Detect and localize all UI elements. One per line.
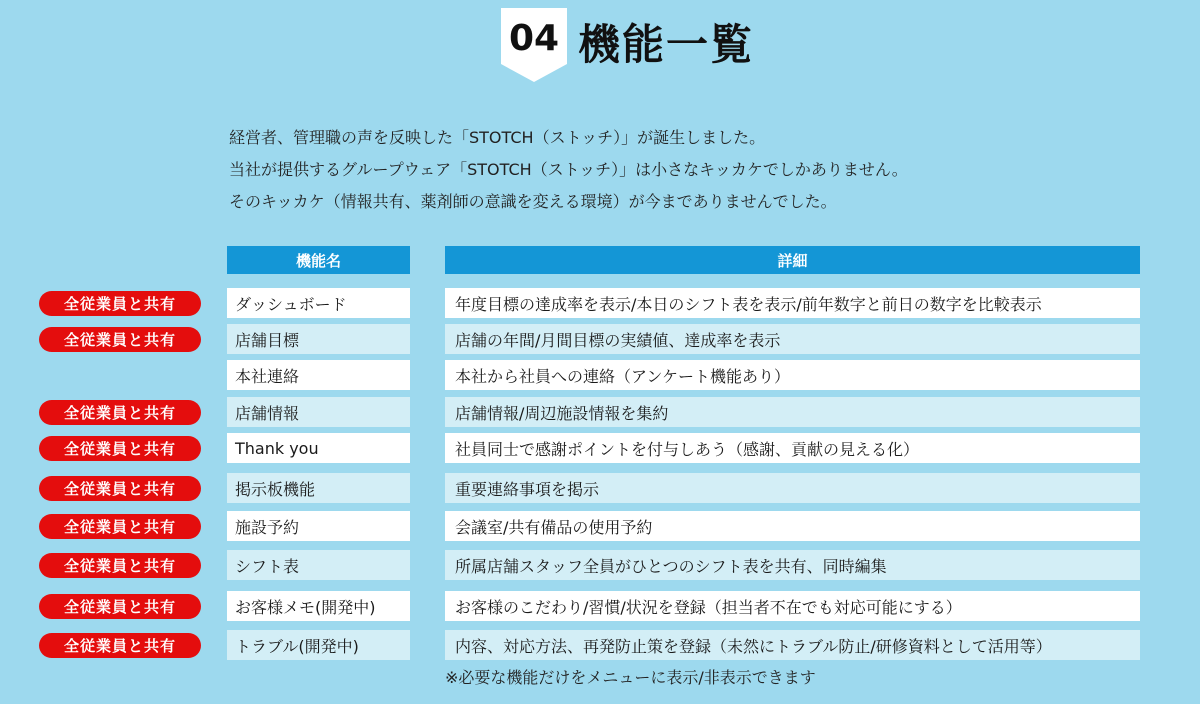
feature-detail-cell: お客様のこだわり/習慣/状況を登録（担当者不在でも対応可能にする） (445, 591, 1140, 621)
section-header (0, 0, 1200, 86)
feature-name-cell: ダッシュボード (227, 288, 410, 318)
feature-detail-cell: 年度目標の達成率を表示/本日のシフト表を表示/前年数字と前日の数字を比較表示 (445, 288, 1140, 318)
feature-name-cell: 掲示板機能 (227, 473, 410, 503)
table-row (0, 591, 1200, 621)
table-row (0, 288, 1200, 318)
shared-tag: 全従業員と共有 (39, 594, 201, 619)
shared-tag: 全従業員と共有 (39, 514, 201, 539)
intro-line: そのキッカケ（情報共有、薬剤師の意識を変える環境）が今までありませんでした。 (229, 192, 837, 211)
shared-tag: 全従業員と共有 (39, 291, 201, 316)
table-row (0, 550, 1200, 580)
intro-line: 経営者、管理職の声を反映した「STOTCH（ストッチ）」が誕生しました。 (229, 128, 766, 147)
column-header-name: 機能名 (227, 246, 410, 274)
table-row (0, 473, 1200, 503)
shared-tag: 全従業員と共有 (39, 476, 201, 501)
table-row (0, 511, 1200, 541)
section-number: 04 (508, 18, 560, 59)
footnote: ※必要な機能だけをメニューに表示/非表示できます (445, 668, 816, 687)
shared-tag: 全従業員と共有 (39, 633, 201, 658)
table-row (0, 630, 1200, 660)
feature-name-cell: 店舗情報 (227, 397, 410, 427)
feature-detail-cell: 会議室/共有備品の使用予約 (445, 511, 1140, 541)
column-header-detail: 詳細 (445, 246, 1140, 274)
shared-tag: 全従業員と共有 (39, 553, 201, 578)
feature-detail-cell: 所属店舗スタッフ全員がひとつのシフト表を共有、同時編集 (445, 550, 1140, 580)
feature-name-cell: トラブル(開発中) (227, 630, 410, 660)
table-row (0, 397, 1200, 427)
feature-detail-cell: 店舗情報/周辺施設情報を集約 (445, 397, 1140, 427)
feature-name-cell: 施設予約 (227, 511, 410, 541)
shared-tag: 全従業員と共有 (39, 327, 201, 352)
feature-detail-cell: 社員同士で感謝ポイントを付与しあう（感謝、貢献の見える化） (445, 433, 1140, 463)
feature-detail-cell: 店舗の年間/月間目標の実績値、達成率を表示 (445, 324, 1140, 354)
table-row (0, 433, 1200, 463)
feature-name-cell: シフト表 (227, 550, 410, 580)
intro-text (229, 122, 1129, 218)
feature-detail-cell: 内容、対応方法、再発防止策を登録（未然にトラブル防止/研修資料として活用等） (445, 630, 1140, 660)
feature-name-cell: お客様メモ(開発中) (227, 591, 410, 621)
feature-name-cell: 本社連絡 (227, 360, 410, 390)
table-row (0, 324, 1200, 354)
shared-tag: 全従業員と共有 (39, 400, 201, 425)
page-title: 機能一覧 (578, 20, 755, 69)
section-number-badge (501, 8, 567, 82)
feature-detail-cell: 重要連絡事項を掲示 (445, 473, 1140, 503)
shared-tag: 全従業員と共有 (39, 436, 201, 461)
intro-line: 当社が提供するグループウェア「STOTCH（ストッチ）」は小さなキッカケでしかありません。 (229, 160, 908, 179)
feature-name-cell: 店舗目標 (227, 324, 410, 354)
table-row (0, 360, 1200, 390)
feature-name-cell: Thank you (227, 433, 410, 463)
feature-detail-cell: 本社から社員への連絡（アンケート機能あり） (445, 360, 1140, 390)
